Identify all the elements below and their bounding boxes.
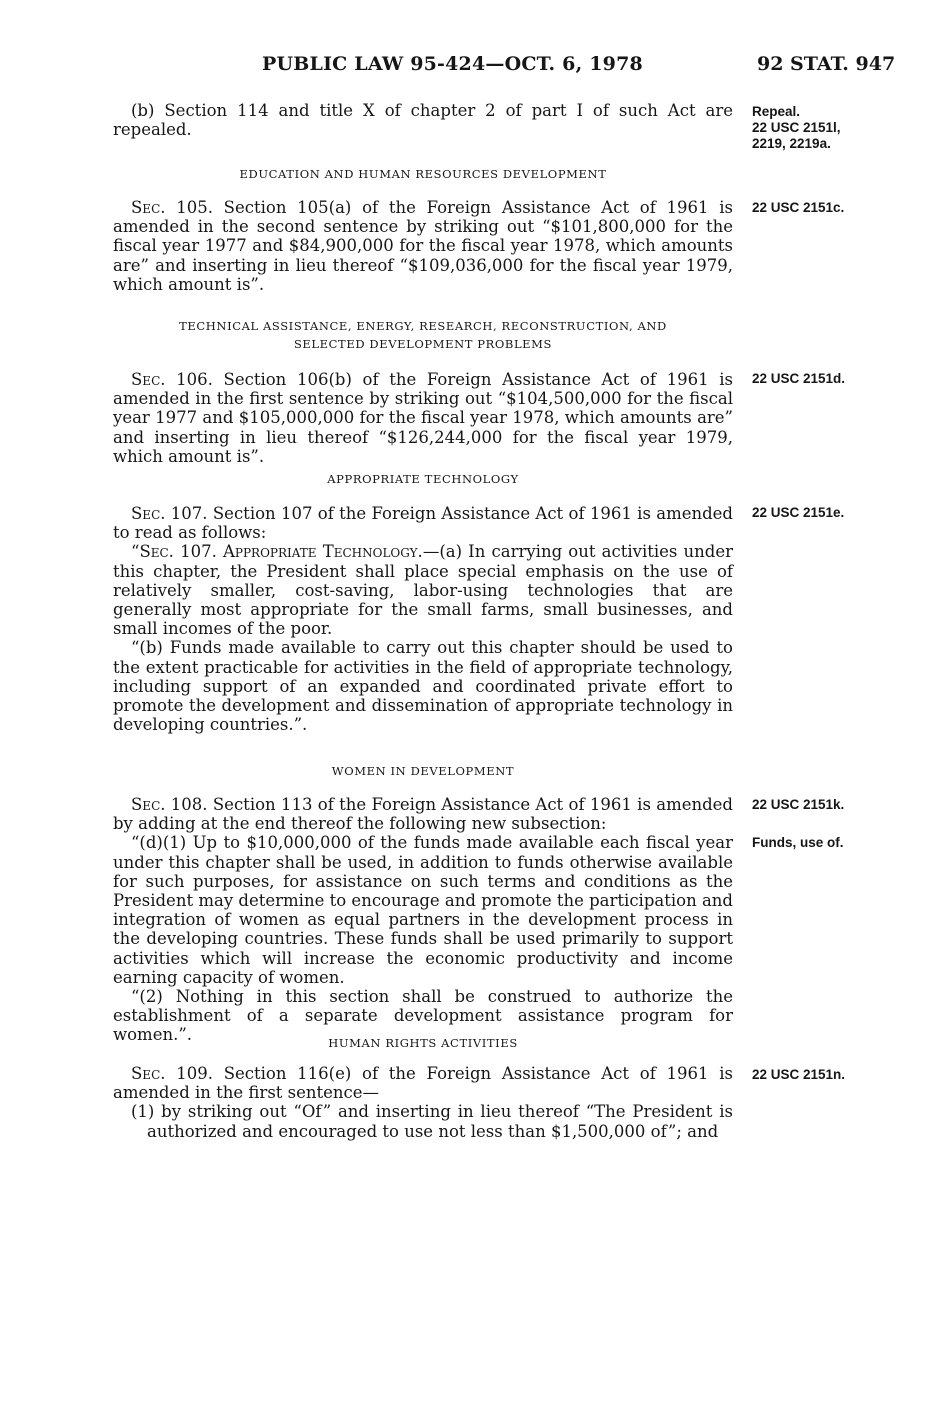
heading-appropriate-technology: APPROPRIATE TECHNOLOGY — [327, 472, 519, 486]
section-108-subsection-d1: “(d)(1) Up to $10,000,000 of the funds made available each fiscal year under this chapter shall be used, in addition to funds otherwise available for such purposes, for assistance on such terms and conditions as the President may determine to encourage and promote the participation and integration of women as equal partners in the development process in the developing countries. These funds shall be used primarily to support activities which will increase the economic productivity and income earning capacity of women. — [113, 833, 733, 987]
section-label: Sec. 109. — [131, 1064, 213, 1083]
section-107-subsection-b: “(b) Funds made available to carry out this chapter should be used to the extent practicable for activities in the field of appropriate technology, including support of an expanded and coordinated private effort to promote the development and dissemination of appropriate technology in developing countries.”. — [113, 638, 733, 735]
section-label: Sec. 107. — [131, 504, 208, 523]
margin-note-sec106: 22 USC 2151d. — [752, 371, 846, 386]
section-text: Section 105(a) of the Foreign Assistance Act of 1961 is amended in the second sentence by striking out “$101,800,000 for the fiscal year 1977 and $84,900,000 for the fiscal year 1978, which amounts are” and inserting in lieu thereof “$109,036,000 for the fiscal year 1979, which amount is”. — [113, 198, 733, 294]
margin-note-sec107: 22 USC 2151e. — [752, 505, 845, 520]
repeal-paragraph — [113, 101, 733, 139]
section-text: Section 106(b) of the Foreign Assistance Act of 1961 is amended in the first sentence by striking out “$104,500,000 for the fiscal year 1977 and $105,000,000 for the fiscal year 1978, which amounts are” and inserting in lieu thereof “$126,244,000 for the fiscal year 1979, which amount is”. — [113, 370, 733, 466]
page-title: PUBLIC LAW 95-424—OCT. 6, 1978 — [262, 53, 643, 75]
margin-note-repeal: Repeal. — [752, 104, 801, 119]
section-label: Sec. 105. — [131, 198, 213, 217]
heading-technical-line-1: TECHNICAL ASSISTANCE, ENERGY, RESEARCH, RECONSTRUCTION, AND — [179, 319, 667, 333]
section-107 — [113, 504, 733, 734]
heading-women-in-development: WOMEN IN DEVELOPMENT — [331, 764, 515, 778]
section-text: Section 116(e) of the Foreign Assistance Act of 1961 is amended in the first sentence— — [113, 1064, 733, 1103]
section-105 — [113, 198, 733, 294]
margin-note-repeal-citation: 22 USC 2151l, — [752, 120, 841, 135]
margin-note-sec108: 22 USC 2151k. — [752, 797, 845, 812]
statute-page-number: 92 STAT. 947 — [757, 53, 896, 75]
margin-note-repeal-citation-cont: 2219, 2219a. — [752, 136, 831, 151]
section-label: Sec. 108. — [131, 795, 208, 814]
heading-education: EDUCATION AND HUMAN RESOURCES DEVELOPMENT — [239, 167, 607, 181]
section-109-item-1: (1) by striking out “Of” and inserting in lieu thereof “The President is authorized and encouraged to use not less than $1,500,000 of”; and — [131, 1102, 733, 1141]
section-108 — [113, 795, 733, 1045]
heading-human-rights: HUMAN RIGHTS ACTIVITIES — [328, 1036, 518, 1050]
section-text: Section 107 of the Foreign Assistance Act of 1961 is amended to read as follows: — [113, 504, 733, 543]
heading-technical-line-2: SELECTED DEVELOPMENT PROBLEMS — [293, 337, 553, 351]
section-109 — [113, 1064, 733, 1141]
section-107-title: Sec. 107. Appropriate Technology. — [139, 542, 423, 562]
section-107-subsection-a: “Sec. 107. Appropriate Technology.—(a) In carrying out activities under this chapter, the President shall place special emphasis on the use of relatively smaller, cost-saving, labor-using technologies that are generally most appropriate for the small farms, small businesses, and small incomes of the poor. — [113, 542, 733, 639]
margin-note-sec109: 22 USC 2151n. — [752, 1067, 846, 1082]
section-106 — [113, 370, 733, 466]
margin-note-funds-use: Funds, use of. — [752, 835, 844, 850]
repeal-text: (b) Section 114 and title X of chapter 2 of part I of such Act are repealed. — [113, 101, 733, 140]
section-text: Section 113 of the Foreign Assistance Act of 1961 is amended by adding at the end thereof the following new subsection: — [113, 795, 733, 834]
margin-note-sec105: 22 USC 2151c. — [752, 200, 845, 215]
section-108-subsection-2: “(2) Nothing in this section shall be construed to authorize the establishment of a separate development assistance program for women.”. — [113, 987, 733, 1045]
section-label: Sec. 106. — [131, 370, 213, 389]
